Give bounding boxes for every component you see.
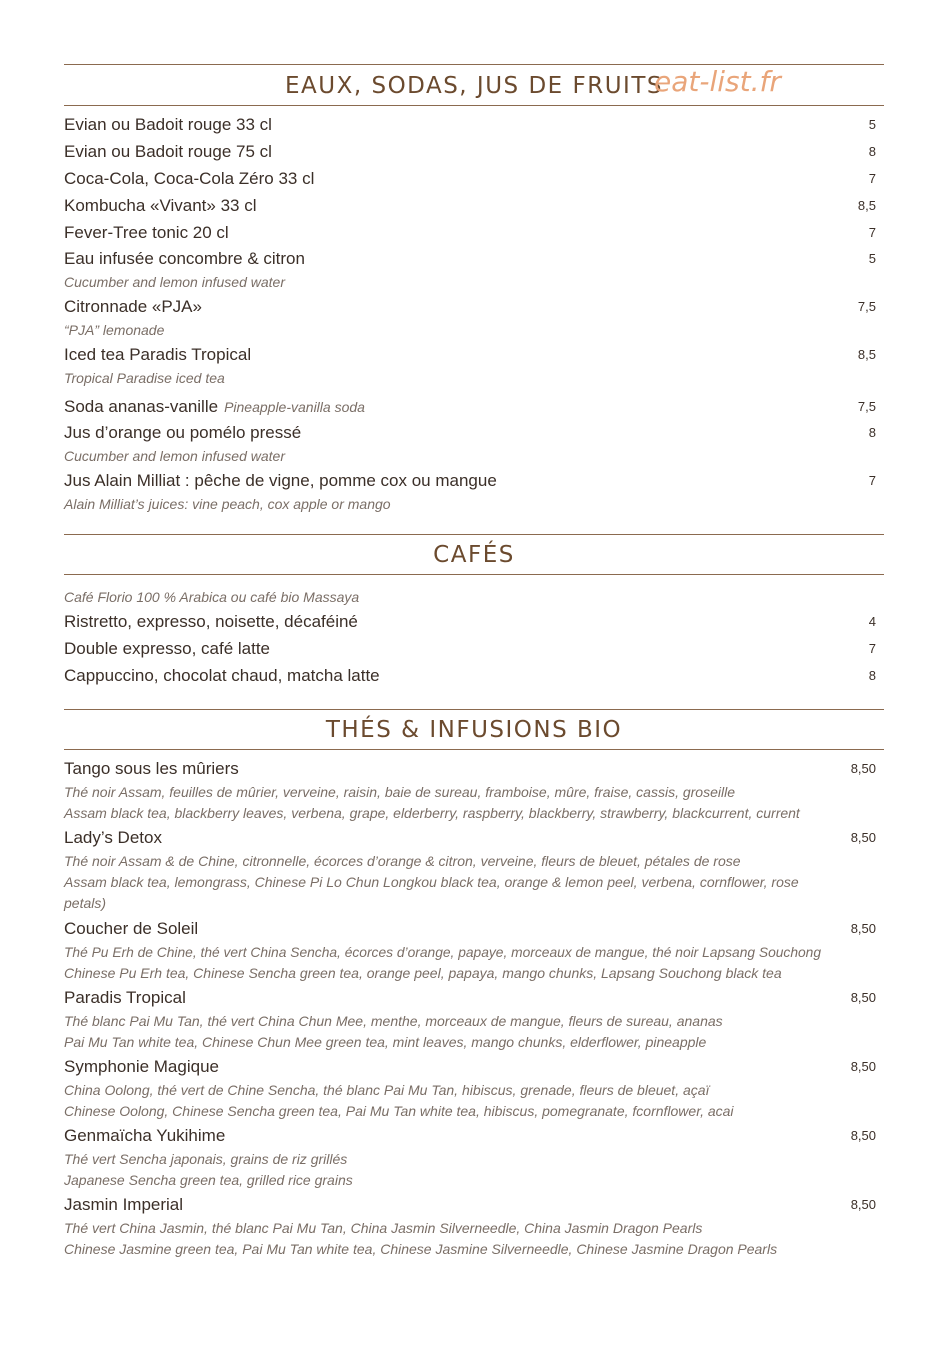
item-price: 8 — [868, 668, 876, 683]
item-name: Cappuccino, chocolat chaud, matcha latte — [64, 666, 380, 685]
section-title: EAUX, SODAS, JUS DE FRUITS — [284, 73, 663, 99]
item-name: Evian ou Badoit rouge 33 cl — [64, 115, 272, 134]
item-price: 8,50 — [850, 1059, 876, 1074]
section-header — [64, 534, 884, 575]
tea-item — [64, 825, 884, 916]
item-translation: “PJA” lemonade — [64, 322, 165, 338]
item-name: Jus Alain Milliat : pêche de vigne, pomme cox ou mangue — [64, 471, 497, 490]
menu-item — [64, 468, 884, 516]
item-price: 8,50 — [850, 990, 876, 1005]
item-price: 8 — [868, 144, 876, 159]
item-name: Eau infusée concombre & citron — [64, 249, 305, 268]
item-description-fr: Thé vert China Jasmin, thé blanc Pai Mu Tan, China Jasmin Silverneedle, China Jasmin Dragon Pearls — [64, 1220, 703, 1236]
item-description-fr: Thé noir Assam & de Chine, citronnelle, écorces d’orange & citron, verveine, fleurs de bleuet, pétales de rose — [64, 853, 741, 869]
item-description-fr: Thé vert Sencha japonais, grains de riz grillés — [64, 1151, 348, 1167]
section-drinks — [64, 64, 884, 516]
item-price: 8,50 — [850, 921, 876, 936]
item-price: 8,50 — [850, 761, 876, 776]
item-description-fr: Thé noir Assam, feuilles de mûrier, verveine, raisin, baie de sureau, framboise, mûre, fraise, cassis, groseille — [64, 784, 735, 800]
item-price: 8,50 — [850, 830, 876, 845]
item-translation: Cucumber and lemon infused water — [64, 448, 286, 464]
watermark-logo: eat-list.fr — [654, 65, 781, 98]
item-name: Ristretto, expresso, noisette, décaféiné — [64, 612, 358, 631]
item-description-en: Pai Mu Tan white tea, Chinese Chun Mee green tea, mint leaves, mango chunks, elderflower, pineapple — [64, 1034, 707, 1050]
tea-item — [64, 1192, 884, 1261]
menu-item — [64, 139, 884, 166]
item-price: 7 — [868, 473, 876, 488]
section-title: THÉS & INFUSIONS BIO — [325, 717, 623, 743]
item-description-fr: China Oolong, thé vert de Chine Sencha, thé blanc Pai Mu Tan, hibiscus, grenade, fleurs de bleuet, açaï — [64, 1082, 710, 1098]
item-description-en: Assam black tea, lemongrass, Chinese Pi Lo Chun Longkou black tea, orange & lemon peel, verbena, cornflower, rose petals) — [64, 874, 799, 911]
item-name: Citronnade «PJA» — [64, 297, 202, 316]
item-translation: Alain Milliat’s juices: vine peach, cox apple or mango — [64, 496, 391, 512]
item-name: Iced tea Paradis Tropical — [64, 345, 252, 364]
item-price: 7 — [868, 641, 876, 656]
item-description-en: Japanese Sencha green tea, grilled rice grains — [64, 1172, 353, 1188]
tea-item — [64, 1054, 884, 1123]
item-name: Tango sous les mûriers — [64, 759, 239, 778]
item-price: 7,5 — [857, 299, 876, 314]
item-description-fr: Thé Pu Erh de Chine, thé vert China Sencha, écorces d’orange, papaye, morceaux de mangue, thé noir Lapsang Souchong — [64, 945, 822, 960]
item-name: Symphonie Magique — [64, 1057, 219, 1076]
item-price: 8,5 — [857, 198, 876, 213]
item-translation: Tropical Paradise iced tea — [64, 370, 225, 386]
item-name: Jus d’orange ou pomélo pressé — [64, 423, 302, 442]
item-price: 7,5 — [857, 399, 876, 414]
item-description-en: Assam black tea, blackberry leaves, verbena, grape, elderberry, raspberry, blackberry, strawberry, blackcurrent, current — [64, 805, 800, 821]
menu-item — [64, 636, 884, 663]
menu-item — [64, 112, 884, 139]
item-name: Coca-Cola, Coca-Cola Zéro 33 cl — [64, 169, 315, 188]
section-teas — [64, 709, 884, 1261]
item-name: Kombucha «Vivant» 33 cl — [64, 196, 257, 215]
menu-item — [64, 193, 884, 220]
tea-item — [64, 1123, 884, 1192]
item-price: 8,50 — [850, 1128, 876, 1143]
item-translation: Pineapple-vanilla soda — [224, 399, 365, 415]
item-name: Lady’s Detox — [64, 828, 162, 847]
menu-item — [64, 166, 884, 193]
tea-item — [64, 756, 884, 825]
item-name: Coucher de Soleil — [64, 919, 199, 938]
item-name: Paradis Tropical — [64, 988, 186, 1007]
section-intro: Café Florio 100 % Arabica ou café bio Massaya — [64, 589, 360, 605]
item-price: 5 — [868, 251, 876, 266]
item-price: 5 — [868, 117, 876, 132]
tea-item — [64, 985, 884, 1054]
item-translation: Cucumber and lemon infused water — [64, 274, 286, 290]
item-description-en: Chinese Jasmine green tea, Pai Mu Tan white tea, Chinese Jasmine Silverneedle, Chinese Jasmine Dragon Pearls — [64, 1241, 778, 1257]
item-name: Evian ou Badoit rouge 75 cl — [64, 142, 272, 161]
item-price: 7 — [868, 225, 876, 240]
menu-item — [64, 420, 884, 468]
menu-item — [64, 294, 884, 342]
item-name: Fever-Tree tonic 20 cl — [64, 223, 229, 242]
menu-item — [64, 220, 884, 246]
item-price: 8 — [868, 425, 876, 440]
menu-item — [64, 342, 884, 394]
item-description-en: Chinese Oolong, Chinese Sencha green tea, Pai Mu Tan white tea, hibiscus, pomegranate, fcornflower, acai — [64, 1103, 734, 1119]
item-price: 7 — [868, 171, 876, 186]
section-cafes — [64, 534, 884, 690]
section-header — [64, 64, 884, 106]
item-description-en: Chinese Pu Erh tea, Chinese Sencha green tea, orange peel, papaya, mango chunks, Lapsang Souchong black tea — [64, 965, 782, 981]
item-name: Genmaïcha Yukihime — [64, 1126, 226, 1145]
item-name: Double expresso, café latte — [64, 639, 271, 658]
tea-item — [64, 916, 884, 985]
menu-item — [64, 246, 884, 294]
item-name: Jasmin Imperial — [64, 1195, 184, 1214]
item-description-fr: Thé blanc Pai Mu Tan, thé vert China Chun Mee, menthe, morceaux de mangue, fleurs de sureau, ananas — [64, 1013, 723, 1029]
menu-item — [64, 394, 884, 420]
menu-item — [64, 663, 884, 690]
item-price: 8,50 — [850, 1197, 876, 1212]
section-title: CAFÉS — [433, 542, 515, 568]
item-price: 4 — [868, 614, 876, 629]
item-price: 8,5 — [857, 347, 876, 362]
item-name: Soda ananas-vanille — [64, 397, 219, 416]
section-header — [64, 709, 884, 750]
menu-item — [64, 609, 884, 636]
